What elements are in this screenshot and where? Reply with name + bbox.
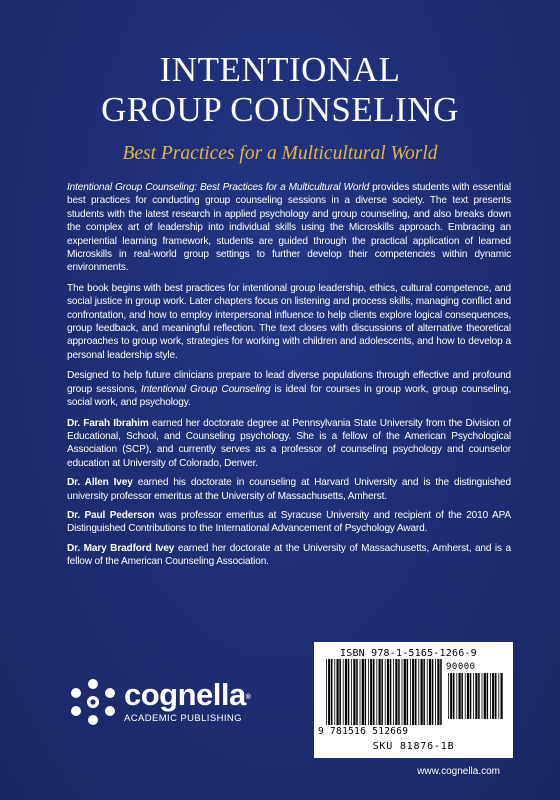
barcode-bar [450, 673, 452, 719]
publisher-tagline: ACADEMIC PUBLISHING [124, 713, 242, 724]
barcode-bar [467, 673, 469, 719]
barcode-bar [381, 659, 383, 725]
barcode-bar [348, 659, 350, 725]
barcode-bar [456, 673, 457, 719]
barcode-bar [326, 659, 327, 725]
barcode-bar [495, 673, 497, 719]
book-title-italic: Intentional Group Counseling: Best Practices for a Multicultural World [67, 182, 370, 193]
barcode-bar [404, 659, 406, 725]
barcode-bar [453, 673, 455, 719]
author-bio-text: earned her doctorate degree at Pennsylvania State University from the Division of Educational, School, and Counseling psychology. She is a fellow of the American Psychological Association (SCP), and currently serves as a professor of counseling psychology and counselor education at University of Colorado, Denver. [67, 417, 512, 469]
author-bio [67, 542, 511, 569]
paragraph-1-text: provides students with essential best practices for conducting group counseling sessions in a diverse society. The text presents students with the latest research in applied psychology and group counseling, and also breaks down the complex art of leadership into individual skills using the Microskills approach. Embracing an experiential learning framework, students are guided through the practical application of learned Microskills in real-world group settings to further develop their competencies within dynamic environments. [67, 182, 512, 274]
barcode-bar [365, 659, 367, 725]
barcode-box [314, 642, 513, 758]
barcode-bar [470, 673, 472, 719]
barcode-bar [437, 659, 439, 725]
cognella-logo-icon [66, 677, 120, 727]
price-code: 90000 [446, 662, 476, 672]
barcode-bar [376, 659, 377, 725]
barcode-bar [402, 659, 403, 725]
description-text [67, 181, 511, 575]
barcode-bar [393, 659, 394, 725]
barcode-bar [328, 659, 330, 725]
author-name: Dr. Allen Ivey [67, 477, 133, 489]
author-bio-text: earned his doctorate in counseling at Harvard University and is the distinguished university professor emeritus at the University of Massachusetts, Amherst. [67, 477, 511, 502]
barcode-bar [461, 673, 463, 719]
barcode-bar [482, 673, 483, 719]
barcode-bar [475, 673, 477, 719]
barcode-bar [379, 659, 381, 725]
barcode-bar [492, 673, 494, 719]
barcode-bar [427, 659, 428, 725]
barcode-bar [473, 673, 474, 719]
barcode-bar [387, 659, 389, 725]
barcode-bar [351, 659, 352, 725]
barcode-bar [440, 659, 442, 725]
barcode-bar [345, 659, 347, 725]
isbn-number: ISBN 978-1-5165-1266-9 [340, 648, 477, 659]
barcode-bar [429, 659, 431, 725]
book-subtitle: Best Practices for a Multicultural World [122, 143, 438, 164]
barcode-bar [435, 659, 436, 725]
paragraph-3-end: is ideal for courses in group work, group counseling, social work, and psychology. [67, 383, 512, 409]
addon-barcode [448, 673, 504, 719]
author-bio-text: earned her doctorate at the University of Massachusetts, Amherst, and is a fellow of the American Counseling Association. [67, 542, 511, 568]
book-title-italic: Intentional Group Counseling [141, 383, 271, 395]
barcode-bar [484, 673, 486, 719]
author-bio [67, 476, 511, 503]
registered-mark: ® [245, 694, 251, 701]
barcode-bar [385, 659, 386, 725]
description-paragraph-2: The book begins with best practices for intentional group leadership, ethics, cultural competence, and social justice in group work. Later chapters focus on listening and process skills, managing conflict and confrontation, and how to employ interpersonal influence to help clients explore logical consequences, group feedback, and meaningful reflection. The text closes with discussions of alternative theoretical approaches to group work, strategies for working with children and adolescents, and how to develop a personal leadership style. [67, 282, 511, 361]
barcode-bar [390, 659, 392, 725]
barcode-bar [395, 659, 397, 725]
barcode-bar [410, 659, 411, 725]
author-name: Dr. Mary Bradford Ivey [67, 542, 175, 554]
publisher-website: www.cognella.com [417, 766, 500, 777]
barcode-bar [501, 673, 503, 719]
barcode-bar [356, 659, 358, 725]
barcode-bar [478, 673, 480, 719]
barcode-bar [343, 659, 344, 725]
publisher-logo [66, 677, 266, 727]
barcode-bar [362, 659, 364, 725]
barcode-bar [337, 659, 339, 725]
ean-barcode [326, 659, 444, 725]
barcode-bar [487, 673, 489, 719]
barcode-bar [448, 673, 449, 719]
barcode-bar [412, 659, 414, 725]
barcode-bar [353, 659, 355, 725]
barcode-bar [415, 659, 417, 725]
author-bio-text: was professor emeritus at Syracuse University and recipient of the 2010 APA Distinguished Contributions to the International Advancement of Psychology Award. [67, 509, 511, 535]
title-line-2: GROUP COUNSELING [101, 90, 459, 129]
ean-number: 9 781516 512669 [318, 726, 409, 737]
barcode-bar [368, 659, 369, 725]
barcode-bar [490, 673, 491, 719]
sku-number: SKU 81876-1B [372, 741, 455, 752]
author-bio [67, 509, 511, 536]
barcode-bar [459, 673, 461, 719]
publisher-name-text: cognella [124, 677, 246, 712]
barcode-bar [360, 659, 361, 725]
description-paragraph-1 [67, 181, 511, 275]
barcode-bar [331, 659, 333, 725]
barcode-bar [398, 659, 400, 725]
barcode-bar [373, 659, 375, 725]
author-bio [67, 417, 511, 471]
publisher-name [124, 679, 250, 711]
barcode-bar [334, 659, 335, 725]
barcode-bar [421, 659, 423, 725]
barcode-bar [339, 659, 341, 725]
author-name: Dr. Paul Pederson [67, 509, 155, 521]
barcode-bar [465, 673, 466, 719]
barcode-bar [418, 659, 419, 725]
title-line-1: INTENTIONAL [159, 50, 401, 89]
book-title [0, 50, 560, 130]
barcode-bar [423, 659, 425, 725]
barcode-bar [432, 659, 434, 725]
paragraph-3-start: Designed to help future clinicians prepare to lead diverse populations through effective and profound group sessions, [67, 370, 511, 395]
barcode-bar [498, 673, 499, 719]
description-paragraph-3 [67, 369, 511, 409]
barcode-bar [370, 659, 372, 725]
author-name: Dr. Farah Ibrahim [67, 417, 149, 429]
barcode-bar [407, 659, 409, 725]
